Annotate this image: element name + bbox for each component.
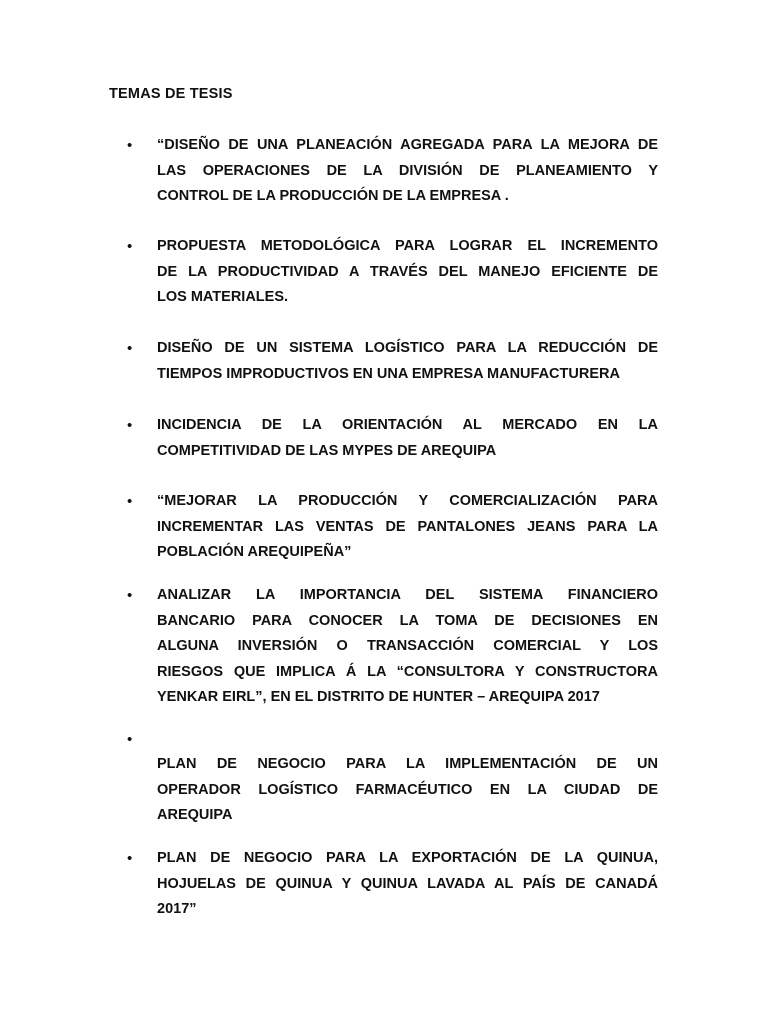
bullet-icon: • bbox=[127, 493, 133, 510]
topic-line: DISEÑO DE UN SISTEMA LOGÍSTICO PARA LA REDUCCIÓN DE bbox=[157, 340, 658, 356]
thesis-topic-5 bbox=[127, 489, 658, 566]
topic-line: BANCARIO PARA CONOCER LA TOMA DE DECISIONES EN bbox=[157, 612, 658, 629]
topic-line: POBLACIÓN AREQUIPEÑA” bbox=[157, 544, 352, 560]
thesis-topic-7 bbox=[157, 752, 658, 829]
thesis-topic-6 bbox=[127, 583, 658, 711]
topic-line: PROPUESTA METODOLÓGICA PARA LOGRAR EL INCREMENTO bbox=[157, 238, 658, 254]
thesis-topic-1 bbox=[127, 133, 658, 210]
bullet-icon: • bbox=[127, 587, 133, 604]
empty-bullet-icon: • bbox=[127, 731, 133, 748]
bullet-icon: • bbox=[127, 850, 133, 867]
bullet-icon: • bbox=[127, 340, 133, 357]
bullet-icon: • bbox=[127, 137, 133, 154]
thesis-topic-4 bbox=[127, 413, 658, 464]
thesis-topic-2 bbox=[127, 234, 658, 311]
topic-line: 2017” bbox=[157, 901, 197, 917]
topic-line: INCREMENTAR LAS VENTAS DE PANTALONES JEANS PARA LA bbox=[157, 518, 658, 535]
topic-line: LOS MATERIALES. bbox=[157, 289, 289, 305]
topic-line: OPERADOR LOGÍSTICO FARMACÉUTICO EN LA CIUDAD DE bbox=[157, 781, 658, 798]
thesis-topic-8 bbox=[127, 846, 658, 923]
topic-line: PLAN DE NEGOCIO PARA LA EXPORTACIÓN DE LA QUINUA, bbox=[157, 850, 658, 866]
topic-line: HOJUELAS DE QUINUA Y QUINUA LAVADA AL PAÍS DE CANADÁ bbox=[157, 875, 658, 892]
topic-line: ALGUNA INVERSIÓN O TRANSACCIÓN COMERCIAL Y LOS bbox=[157, 638, 658, 654]
document-title: TEMAS DE TESIS bbox=[109, 86, 233, 102]
topic-line: LAS OPERACIONES DE LA DIVISIÓN DE PLANEAMIENTO Y bbox=[157, 162, 658, 179]
topic-line: DE LA PRODUCTIVIDAD A TRAVÉS DEL MANEJO EFICIENTE DE bbox=[157, 263, 658, 280]
topic-line: PLAN DE NEGOCIO PARA LA IMPLEMENTACIÓN DE UN bbox=[157, 756, 658, 772]
topic-line: “MEJORAR LA PRODUCCIÓN Y COMERCIALIZACIÓN PARA bbox=[157, 493, 658, 509]
topic-line: COMPETITIVIDAD DE LAS MYPES DE AREQUIPA bbox=[157, 442, 497, 459]
thesis-topic-3 bbox=[127, 336, 658, 387]
topic-line: “DISEÑO DE UNA PLANEACIÓN AGREGADA PARA LA MEJORA DE bbox=[157, 137, 658, 153]
topic-line: INCIDENCIA DE LA ORIENTACIÓN AL MERCADO EN LA bbox=[157, 417, 658, 433]
topic-line: AREQUIPA bbox=[157, 807, 233, 823]
topic-line: CONTROL DE LA PRODUCCIÓN DE LA EMPRESA . bbox=[157, 188, 509, 204]
topic-line: ANALIZAR LA IMPORTANCIA DEL SISTEMA FINANCIERO bbox=[157, 587, 658, 603]
topic-line: TIEMPOS IMPRODUCTIVOS EN UNA EMPRESA MANUFACTURERA bbox=[157, 365, 620, 382]
topic-line: YENKAR EIRL”, EN EL DISTRITO DE HUNTER – AREQUIPA 2017 bbox=[157, 689, 600, 705]
bullet-icon: • bbox=[127, 417, 133, 434]
bullet-icon: • bbox=[127, 238, 133, 255]
topic-line: RIESGOS QUE IMPLICA Á LA “CONSULTORA Y CONSTRUCTORA bbox=[157, 663, 658, 680]
